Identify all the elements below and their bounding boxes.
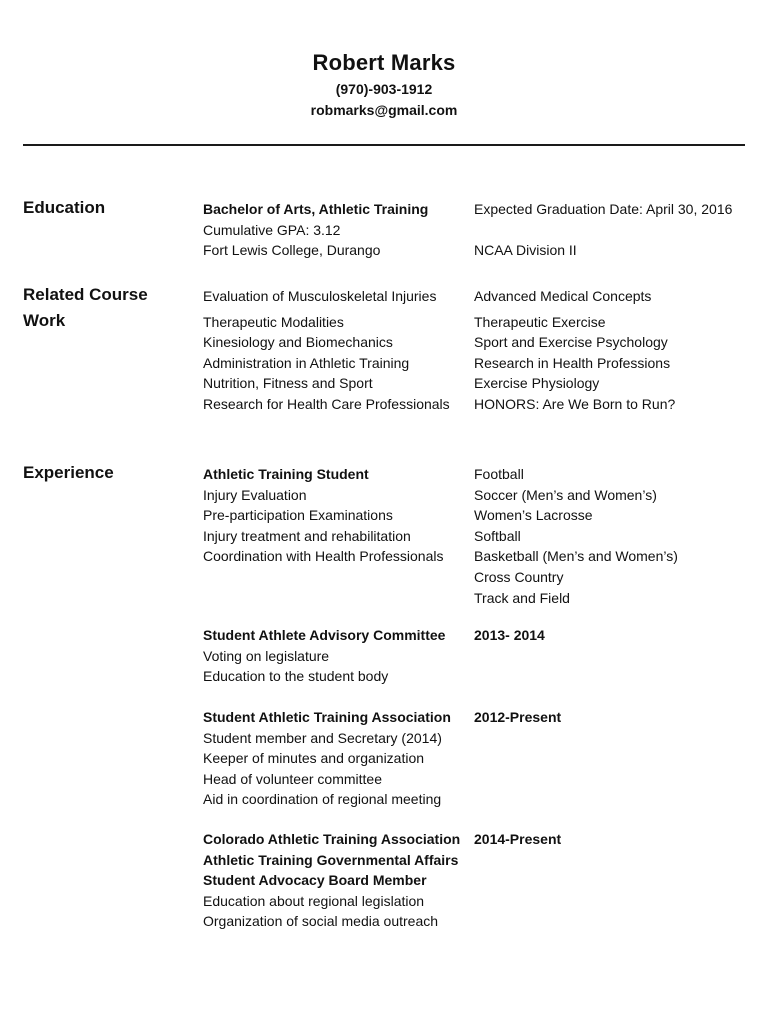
spacer-line: [474, 220, 764, 241]
section-title-coursework: Related Course Work: [23, 285, 148, 330]
entry-item: Student member and Secretary (2014): [203, 729, 442, 746]
entry-item: Education about regional legislation: [203, 892, 425, 909]
email-address: robmarks@gmail.com: [310, 102, 458, 118]
experience-entry-cata: [203, 829, 473, 932]
sport-item: Track and Field: [474, 589, 570, 606]
entry-item: Coordination with Health Professionals: [203, 548, 444, 565]
section-title-experience: Experience: [23, 463, 114, 482]
course-item: Therapeutic Modalities: [203, 313, 344, 330]
course-item: Therapeutic Exercise: [474, 313, 606, 330]
course-item: Sport and Exercise Psychology: [474, 334, 668, 351]
sport-item: Cross Country: [474, 568, 564, 585]
sport-item: Football: [474, 466, 524, 482]
header-divider: [23, 144, 745, 146]
course-item: HONORS: Are We Born to Run?: [474, 395, 676, 412]
entry-item: Education to the student body: [203, 668, 389, 685]
course-item: Evaluation of Musculoskeletal Injuries: [203, 288, 437, 304]
phone-number: (970)-903-1912: [335, 81, 433, 97]
entry-heading: Athletic Training Governmental Affairs: [203, 851, 459, 868]
gpa: Cumulative GPA: 3.12: [203, 221, 341, 238]
entry-item: Aid in coordination of regional meeting: [203, 791, 442, 808]
entry-heading: Student Athlete Advisory Committee: [203, 627, 446, 643]
experience-entry-saac: [203, 625, 473, 687]
course-item: Nutrition, Fitness and Sport: [203, 375, 373, 392]
course-item: Administration in Athletic Training: [203, 354, 410, 371]
course-item: Exercise Physiology: [474, 375, 600, 392]
resume-name: Robert Marks: [312, 50, 456, 75]
course-item: Kinesiology and Biomechanics: [203, 334, 393, 351]
entry-item: Injury Evaluation: [203, 486, 307, 503]
experience-entry-athletic-training-student: [203, 464, 473, 567]
school: Fort Lewis College, Durango: [203, 242, 381, 259]
entry-heading: Colorado Athletic Training Association: [203, 831, 461, 847]
sport-item: Women’s Lacrosse: [474, 507, 593, 524]
entry-heading: Student Athletic Training Association: [203, 709, 451, 725]
course-item: Advanced Medical Concepts: [474, 288, 652, 304]
degree: Bachelor of Arts, Athletic Training: [203, 201, 429, 217]
coursework-right: [474, 286, 764, 415]
education-meta: [474, 199, 764, 261]
entry-date: 2013- 2014: [474, 627, 545, 643]
entry-item: Head of volunteer committee: [203, 770, 382, 787]
sport-item: Basketball (Men’s and Women’s): [474, 548, 678, 565]
experience-entry-sata: [203, 707, 473, 810]
sport-item: Softball: [474, 527, 521, 544]
entry-heading: Student Advocacy Board Member: [203, 872, 427, 889]
coursework-left: [203, 286, 473, 415]
entry-item: Keeper of minutes and organization: [203, 750, 425, 767]
course-item: Research for Health Care Professionals: [203, 395, 450, 412]
entry-item: Injury treatment and rehabilitation: [203, 527, 411, 544]
entry-heading: Athletic Training Student: [203, 466, 369, 482]
section-title-education: Education: [23, 198, 106, 217]
entry-date: 2012-Present: [474, 709, 562, 725]
course-item: Research in Health Professions: [474, 354, 671, 371]
entry-item: Voting on legislature: [203, 647, 330, 664]
entry-date: 2014-Present: [474, 831, 562, 847]
entry-item: Organization of social media outreach: [203, 913, 439, 930]
ncaa-division: NCAA Division II: [474, 242, 577, 259]
sports-list: [474, 464, 764, 608]
education-details: [203, 199, 473, 261]
entry-item: Pre-participation Examinations: [203, 507, 393, 524]
graduation-date: Expected Graduation Date: April 30, 2016: [474, 201, 733, 217]
sport-item: Soccer (Men’s and Women’s): [474, 486, 657, 503]
